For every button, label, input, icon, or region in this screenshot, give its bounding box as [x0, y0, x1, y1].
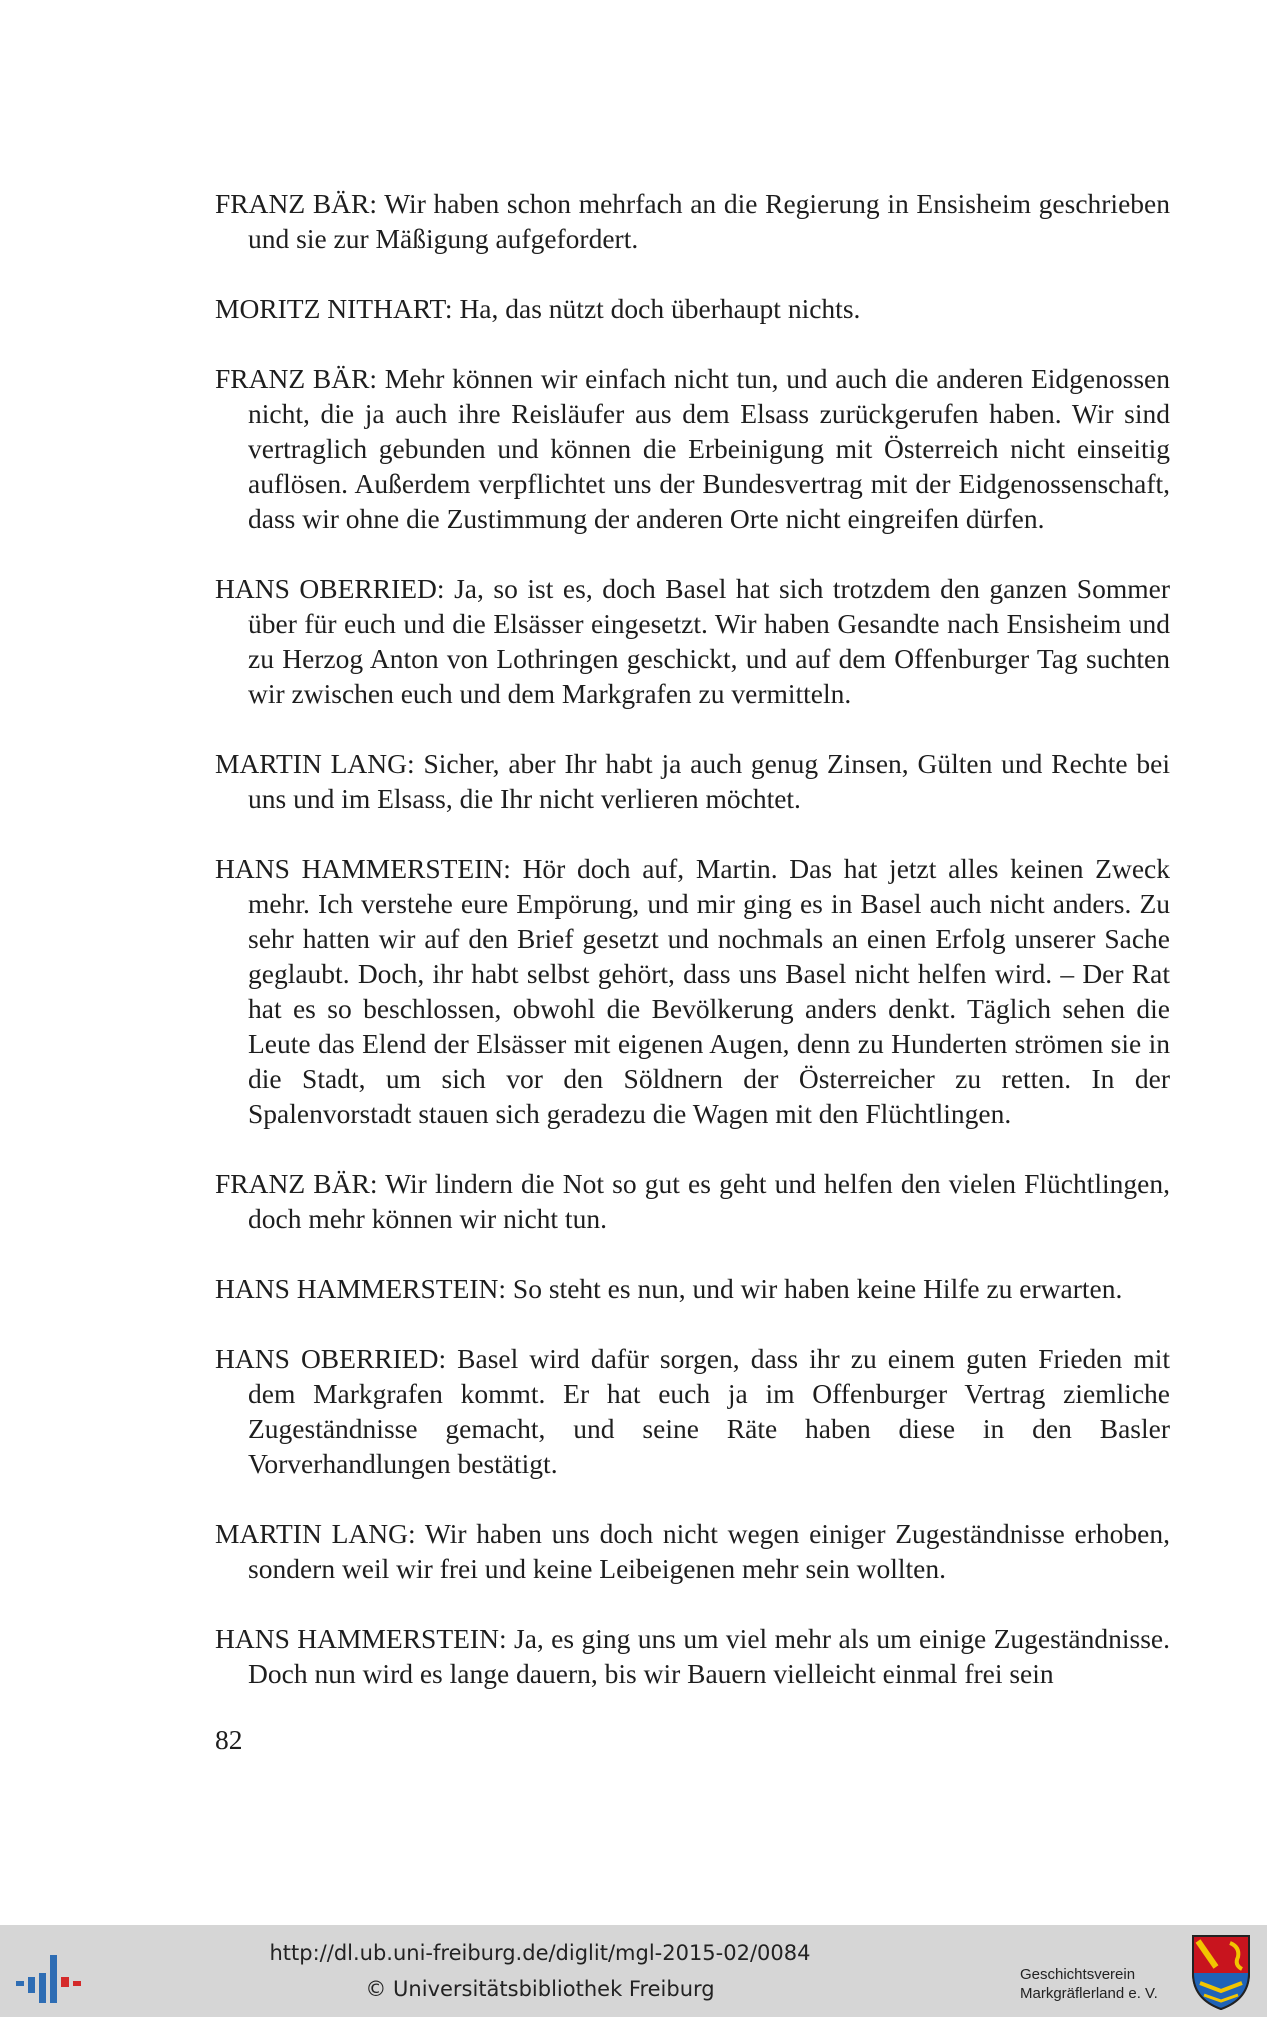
- permalink[interactable]: http://dl.ub.uni-freiburg.de/diglit/mgl-2015-02/0084: [269, 1941, 811, 1965]
- dialogue-paragraph: HANS OBERRIED: Ja, so ist es, doch Basel hat sich trotzdem den ganzen Sommer über für euch und die Elsässer eingesetzt. Wir haben Gesandte nach Ensisheim und zu Herzog Anton von Lothringen geschickt, und auf dem Offenburger Tag suchten wir zwischen euch und dem Markgrafen zu vermitteln.: [215, 573, 1170, 709]
- copyright-notice: © Universitätsbibliothek Freiburg: [365, 1977, 715, 2001]
- footer-citation: [260, 1935, 820, 2007]
- dialogue-paragraph: MARTIN LANG: Sicher, aber Ihr habt ja auch genug Zinsen, Gülten und Rechte bei uns und im Elsass, die Ihr nicht verlieren möchtet.: [215, 748, 1170, 814]
- dialogue-paragraph: HANS HAMMERSTEIN: Ja, es ging uns um viel mehr als um einige Zugeständnisse. Doch nun wird es lange dauern, bis wir Bauern vielleicht einmal frei sein: [215, 1623, 1170, 1689]
- society-name: [1020, 1965, 1185, 2003]
- society-name-line2: Markgräflerland e. V.: [1020, 1985, 1158, 2002]
- ub-freiburg-logo-icon: [14, 1951, 84, 2007]
- dialogue-paragraph: FRANZ BÄR: Mehr können wir einfach nicht tun, und auch die anderen Eidgenossen nicht, die ja auch ihre Reisläufer aus dem Elsass zurückgerufen haben. Wir sind vertraglich gebunden und können die Erbeinigung mit Österreich nicht einseitig auflösen. Außerdem verpflichtet uns der Bundesvertrag mit der Eidgenossenschaft, dass wir ohne die Zustimmung der anderen Orte nicht eingreifen dürfen.: [215, 363, 1170, 534]
- dialogue-paragraph: MARTIN LANG: Wir haben uns doch nicht wegen einiger Zugeständnisse erhoben, sondern weil wir frei und keine Leibeigenen mehr sein wollten.: [215, 1518, 1170, 1584]
- page-number: 82: [215, 1724, 243, 1755]
- society-name-line1: Geschichtsverein: [1020, 1966, 1136, 1983]
- dialogue-paragraph: FRANZ BÄR: Wir haben schon mehrfach an die Regierung in Ensisheim geschrieben und sie zur Mäßigung aufgefordert.: [215, 188, 1170, 254]
- dialogue-paragraph: HANS OBERRIED: Basel wird dafür sorgen, dass ihr zu einem guten Frieden mit dem Markgrafen kommt. Er hat euch ja im Offenburger Vertrag ziemliche Zugeständnisse gemacht, und seine Räte haben diese in den Basler Vorverhandlungen bestätigt.: [215, 1343, 1170, 1479]
- dialogue-paragraph: MORITZ NITHART: Ha, das nützt doch überhaupt nichts.: [215, 293, 861, 324]
- page-body: [215, 186, 1170, 1726]
- coat-of-arms-icon: [1190, 1933, 1252, 2011]
- footer-bar: [0, 1925, 1267, 2017]
- dialogue-paragraph: HANS HAMMERSTEIN: So steht es nun, und wir haben keine Hilfe zu erwarten.: [215, 1273, 1123, 1304]
- dialogue-paragraph: FRANZ BÄR: Wir lindern die Not so gut es geht und helfen den vielen Flüchtlingen, doch mehr können wir nicht tun.: [215, 1168, 1170, 1234]
- dialogue-paragraph: HANS HAMMERSTEIN: Hör doch auf, Martin. Das hat jetzt alles keinen Zweck mehr. Ich verstehe eure Empörung, und mir ging es in Basel auch nicht anders. Zu sehr hatten wir auf den Brief gesetzt und nochmals an einen Erfolg unserer Sache geglaubt. Doch, ihr habt selbst gehört, dass uns Basel nicht helfen wird. – Der Rat hat es so beschlossen, obwohl die Bevölkerung anders denkt. Täglich sehen die Leute das Elend der Elsässer mit eigenen Augen, denn zu Hunderten strömen sie in die Stadt, um sich vor den Söldnern der Österreicher zu retten. In der Spalenvorstadt stauen sich geradezu die Wagen mit den Flüchtlingen.: [215, 853, 1170, 1129]
